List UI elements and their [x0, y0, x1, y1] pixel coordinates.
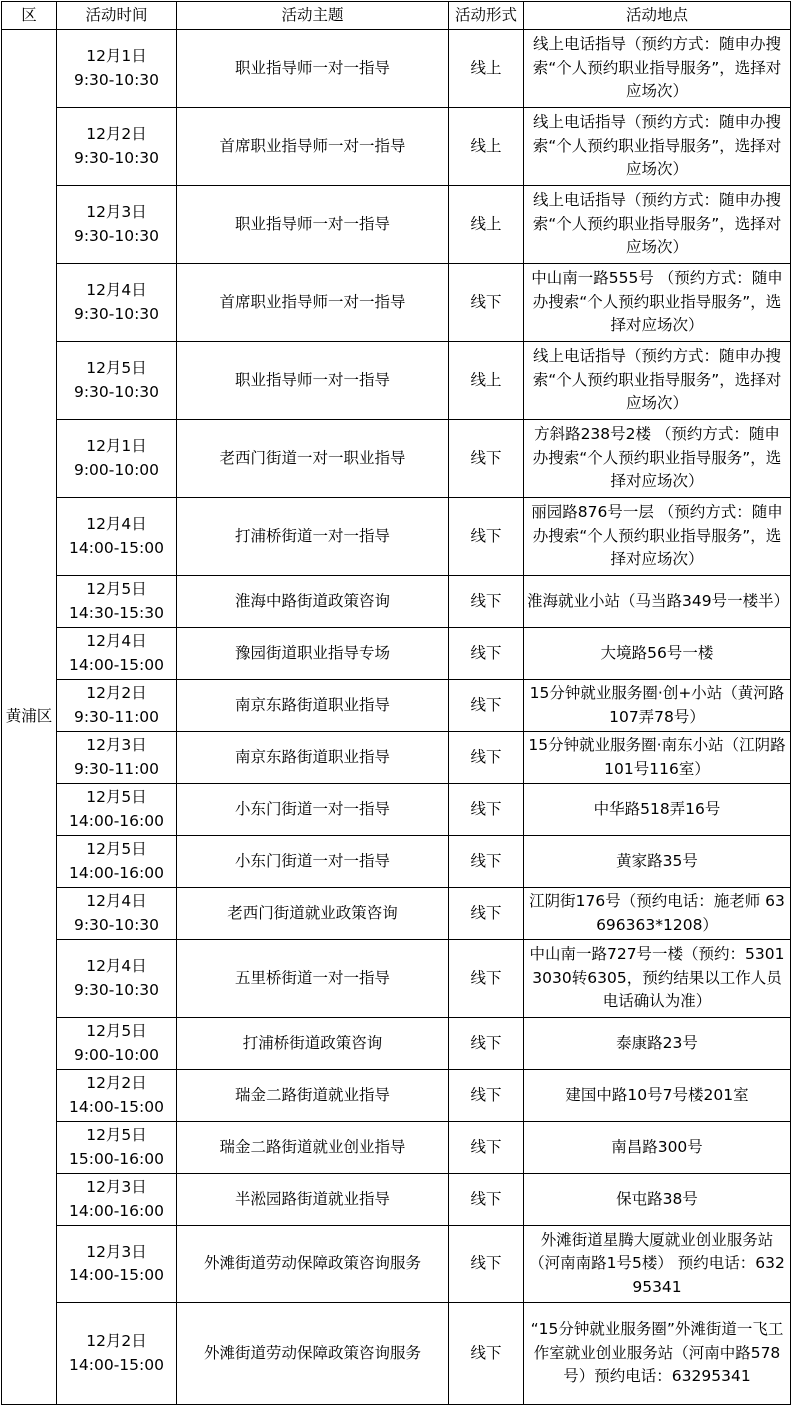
topic-cell: 首席职业指导师一对一指导	[177, 264, 449, 342]
topic-cell: 南京东路街道职业指导	[177, 680, 449, 732]
table-row	[2, 1174, 791, 1226]
time-cell: 12月5日 9:30-10:30	[57, 342, 177, 420]
time-cell: 12月4日 9:30-10:30	[57, 940, 177, 1018]
topic-cell: 淮海中路街道政策咨询	[177, 576, 449, 628]
format-cell: 线上	[449, 30, 524, 108]
time-cell: 12月3日 14:00-16:00	[57, 1174, 177, 1226]
format-cell: 线下	[449, 940, 524, 1018]
topic-cell: 首席职业指导师一对一指导	[177, 108, 449, 186]
table-row	[2, 1018, 791, 1070]
format-cell: 线下	[449, 1018, 524, 1070]
time-cell: 12月2日 9:30-11:00	[57, 680, 177, 732]
format-cell: 线下	[449, 264, 524, 342]
time-cell: 12月2日 14:00-15:00	[57, 1303, 177, 1405]
time-cell: 12月2日 14:00-15:00	[57, 1070, 177, 1122]
topic-cell: 小东门街道一对一指导	[177, 784, 449, 836]
topic-cell: 打浦桥街道政策咨询	[177, 1018, 449, 1070]
topic-cell: 老西门街道一对一职业指导	[177, 420, 449, 498]
location-cell: 丽园路876号一层 （预约方式：随申办搜索“个人预约职业指导服务”，选择对应场次）	[524, 498, 791, 576]
format-cell: 线下	[449, 498, 524, 576]
format-cell: 线下	[449, 784, 524, 836]
table-row	[2, 680, 791, 732]
table-row	[2, 940, 791, 1018]
table-row	[2, 108, 791, 186]
location-cell: 南昌路300号	[524, 1122, 791, 1174]
table-row	[2, 1122, 791, 1174]
location-cell: 黄家路35号	[524, 836, 791, 888]
time-cell: 12月5日 14:00-16:00	[57, 836, 177, 888]
table-body	[2, 30, 791, 1405]
format-cell: 线下	[449, 576, 524, 628]
topic-cell: 小东门街道一对一指导	[177, 836, 449, 888]
format-cell: 线下	[449, 628, 524, 680]
header-location: 活动地点	[524, 2, 791, 30]
format-cell: 线下	[449, 888, 524, 940]
topic-cell: 瑞金二路街道就业指导	[177, 1070, 449, 1122]
topic-cell: 打浦桥街道一对一指导	[177, 498, 449, 576]
location-cell: 中山南一路727号一楼（预约：53013030转6305，预约结果以工作人员电话确认为准）	[524, 940, 791, 1018]
time-cell: 12月4日 14:00-15:00	[57, 628, 177, 680]
location-cell: 中山南一路555号 （预约方式：随申办搜索“个人预约职业指导服务”，选择对应场次）	[524, 264, 791, 342]
table-row	[2, 576, 791, 628]
location-cell: 江阴街176号（预约电话：施老师 63696363*1208）	[524, 888, 791, 940]
topic-cell: 豫园街道职业指导专场	[177, 628, 449, 680]
time-cell: 12月3日 9:30-11:00	[57, 732, 177, 784]
time-cell: 12月4日 9:30-10:30	[57, 888, 177, 940]
table-row	[2, 186, 791, 264]
format-cell: 线下	[449, 1174, 524, 1226]
format-cell: 线下	[449, 1226, 524, 1303]
location-cell: 中华路518弄16号	[524, 784, 791, 836]
table-row	[2, 342, 791, 420]
location-cell: 大境路56号一楼	[524, 628, 791, 680]
location-cell: 15分钟就业服务圈·南东小站（江阴路101号116室）	[524, 732, 791, 784]
format-cell: 线上	[449, 108, 524, 186]
time-cell: 12月5日 15:00-16:00	[57, 1122, 177, 1174]
topic-cell: 五里桥街道一对一指导	[177, 940, 449, 1018]
table-row	[2, 888, 791, 940]
header-time: 活动时间	[57, 2, 177, 30]
topic-cell: 职业指导师一对一指导	[177, 186, 449, 264]
topic-cell: 外滩街道劳动保障政策咨询服务	[177, 1303, 449, 1405]
topic-cell: 外滩街道劳动保障政策咨询服务	[177, 1226, 449, 1303]
location-cell: 建国中路10号7号楼201室	[524, 1070, 791, 1122]
location-cell: “15分钟就业服务圈”外滩街道一飞工作室就业创业服务站（河南中路578号）预约电话：63295341	[524, 1303, 791, 1405]
table-row	[2, 498, 791, 576]
topic-cell: 瑞金二路街道就业创业指导	[177, 1122, 449, 1174]
format-cell: 线上	[449, 186, 524, 264]
format-cell: 线下	[449, 680, 524, 732]
time-cell: 12月5日 14:00-16:00	[57, 784, 177, 836]
activity-schedule-table	[1, 1, 791, 1405]
time-cell: 12月4日 14:00-15:00	[57, 498, 177, 576]
topic-cell: 半淞园路街道就业指导	[177, 1174, 449, 1226]
location-cell: 线上电话指导（预约方式：随申办搜索“个人预约职业指导服务”，选择对应场次）	[524, 342, 791, 420]
format-cell: 线上	[449, 342, 524, 420]
header-format: 活动形式	[449, 2, 524, 30]
time-cell: 12月3日 14:00-15:00	[57, 1226, 177, 1303]
table-row	[2, 420, 791, 498]
format-cell: 线下	[449, 732, 524, 784]
format-cell: 线下	[449, 420, 524, 498]
table-row	[2, 784, 791, 836]
location-cell: 淮海就业小站（马当路349号一楼半）	[524, 576, 791, 628]
table-row	[2, 264, 791, 342]
time-cell: 12月5日 14:30-15:30	[57, 576, 177, 628]
location-cell: 泰康路23号	[524, 1018, 791, 1070]
table-row	[2, 1070, 791, 1122]
location-cell: 方斜路238号2楼 （预约方式：随申办搜索“个人预约职业指导服务”，选择对应场次）	[524, 420, 791, 498]
location-cell: 线上电话指导（预约方式：随申办搜索“个人预约职业指导服务”，选择对应场次）	[524, 30, 791, 108]
table-row	[2, 1303, 791, 1405]
header-row	[2, 2, 791, 30]
format-cell: 线下	[449, 836, 524, 888]
topic-cell: 职业指导师一对一指导	[177, 342, 449, 420]
time-cell: 12月2日 9:30-10:30	[57, 108, 177, 186]
location-cell: 线上电话指导（预约方式：随申办搜索“个人预约职业指导服务”，选择对应场次）	[524, 108, 791, 186]
table-row	[2, 732, 791, 784]
topic-cell: 南京东路街道职业指导	[177, 732, 449, 784]
location-cell: 保屯路38号	[524, 1174, 791, 1226]
time-cell: 12月1日 9:00-10:00	[57, 420, 177, 498]
location-cell: 15分钟就业服务圈·创+小站（黄河路107弄78号）	[524, 680, 791, 732]
header-region: 区	[2, 2, 57, 30]
table-row	[2, 30, 791, 108]
time-cell: 12月1日 9:30-10:30	[57, 30, 177, 108]
region-cell: 黄浦区	[2, 30, 57, 1405]
header-topic: 活动主题	[177, 2, 449, 30]
topic-cell: 职业指导师一对一指导	[177, 30, 449, 108]
time-cell: 12月3日 9:30-10:30	[57, 186, 177, 264]
topic-cell: 老西门街道就业政策咨询	[177, 888, 449, 940]
time-cell: 12月4日 9:30-10:30	[57, 264, 177, 342]
location-cell: 外滩街道星腾大厦就业创业服务站（河南南路1号5楼） 预约电话：63295341	[524, 1226, 791, 1303]
location-cell: 线上电话指导（预约方式：随申办搜索“个人预约职业指导服务”，选择对应场次）	[524, 186, 791, 264]
format-cell: 线下	[449, 1122, 524, 1174]
table-row	[2, 1226, 791, 1303]
format-cell: 线下	[449, 1070, 524, 1122]
time-cell: 12月5日 9:00-10:00	[57, 1018, 177, 1070]
table-row	[2, 836, 791, 888]
format-cell: 线下	[449, 1303, 524, 1405]
table-row	[2, 628, 791, 680]
